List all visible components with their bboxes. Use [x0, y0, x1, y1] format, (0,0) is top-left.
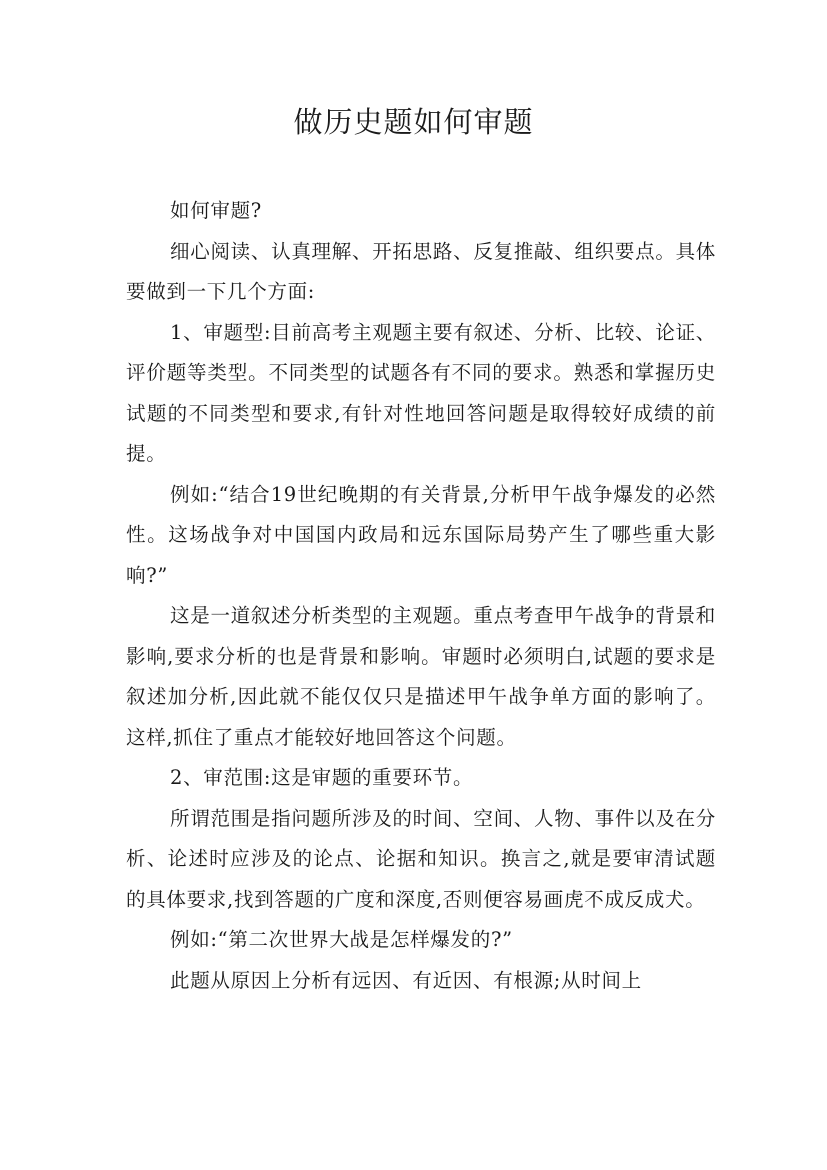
paragraph-question: 如何审题?: [170, 199, 262, 222]
paragraph-analysis-2: 此题从原因上分析有远因、有近因、有根源;从时间上: [170, 968, 642, 992]
paragraph-point-2: 2、审范围:这是审题的重要环节。: [170, 766, 474, 789]
paragraph-overview: 细心阅读、认真理解、开拓思路、反复推敲、组织要点。具体要做到一下几个方面:: [126, 239, 716, 303]
paragraph-analysis-1: 这是一道叙述分析类型的主观题。重点考查甲午战争的背景和影响,要求分析的也是背景和影响。审题时必须明白,试题的要求是叙述加分析,因此就不能仅仅只是描述甲午战争单方面的影响了。这样,抓住了重点才能较好地回答这个问题。: [126, 604, 716, 749]
paragraph-scope: 所谓范围是指问题所涉及的时间、空间、人物、事件以及在分析、论述时应涉及的论点、论据和知识。换言之,就是要审清试题的具体要求,找到答题的广度和深度,否则便容易画虎不成反成犬。: [126, 806, 716, 911]
document-body: [126, 191, 716, 1001]
document-title: 做历史题如何审题: [293, 105, 534, 139]
paragraph-point-1: 1、审题型:目前高考主观题主要有叙述、分析、比较、论证、评价题等类型。不同类型的试题各有不同的要求。熟悉和掌握历史试题的不同类型和要求,有针对性地回答问题是取得较好成绩的前提。: [126, 320, 716, 465]
paragraph-example-2: 例如:“第二次世界大战是怎样爆发的?”: [170, 928, 513, 951]
paragraph-example-1: 例如:“结合19世纪晚期的有关背景,分析甲午战争爆发的必然性。这场战争对中国国内政局和远东国际局势产生了哪些重大影响?”: [126, 482, 716, 587]
